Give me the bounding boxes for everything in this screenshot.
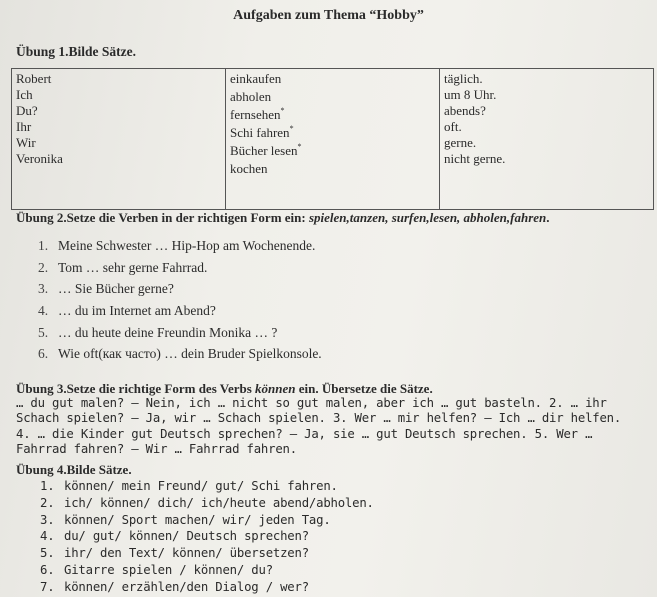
item-text: können/ Sport machen/ wir/ jeden Tag. [64,512,331,527]
verbs-column [226,69,440,210]
exercise4-item [40,580,374,597]
exercise2-item [38,325,322,347]
times-list [444,71,649,167]
item-text: ihr/ den Text/ können/ übersetzen? [64,546,309,561]
subject-item: Ihr [16,119,32,134]
verb-row [230,143,435,161]
exercise4-heading: Übung 4.Bilde Sätze. [16,462,132,477]
exercise2-item [38,238,322,260]
exercise2-item [38,346,322,368]
item-number: 2. [40,495,55,510]
item-text: ich/ können/ dich/ ich/heute abend/abholen. [64,495,374,510]
item-text: Wie oft(как часто) … dein Bruder Spielkonsole. [58,346,322,362]
item-number: 1. [38,238,49,253]
verb-row [230,125,435,143]
verb-item: fernsehen [230,107,281,122]
exercise2-item [38,260,322,282]
subject-item: Du? [16,103,38,118]
item-number: 2. [38,259,49,275]
item-number: 6. [38,346,49,362]
page-title: Aufgaben zum Thema “Hobby” [233,8,424,23]
verb-item: Schi fahren [230,125,290,140]
subjects-list [16,71,221,167]
exercise3-heading-main: Übung 3.Setze die richtige Form des Verbs [16,381,256,396]
subject-item: Veronika [16,151,63,166]
verb-row [230,107,435,125]
time-item: oft. [444,119,462,134]
item-text: können/ mein Freund/ gut/ Schi fahren. [64,479,338,493]
exercise3-text [16,396,646,457]
exercise4-item [40,546,374,563]
time-item: um 8 Uhr. [444,87,497,102]
item-text: Tom … sehr gerne Fahrrad. [58,259,208,275]
exercise4-list [40,479,374,597]
verbs-list [230,71,435,179]
time-item: nicht gerne. [444,151,506,166]
exercise2-item [38,303,322,325]
exercise3-line: Fahrrad fahren? — Wir … Fahrrad fahren. [16,441,297,456]
exercise4-item [40,529,374,546]
exercise2-heading-end: . [546,210,550,225]
verb-row [230,71,435,89]
item-text: … du im Internet am Abend? [58,303,216,319]
item-number: 4. [38,303,49,319]
exercise4-item [40,513,374,530]
verb-item: Bücher lesen [230,143,298,158]
item-number: 6. [40,562,55,577]
subject-item: Ich [16,87,33,102]
subject-item: Robert [16,71,52,86]
time-item: gerne. [444,135,477,150]
item-text: … du heute deine Freundin Monika … ? [58,324,278,340]
item-text: können/ erzählen/den Dialog / wer? [64,579,309,594]
exercise4-item [40,563,374,580]
item-text: … Sie Bücher gerne? [58,281,174,297]
exercise2-item [38,281,322,303]
verb-mark: * [280,106,285,115]
exercise3-heading [16,381,433,397]
times-column [440,69,654,210]
item-text: du/ gut/ können/ Deutsch sprechen? [64,529,309,544]
verb-mark: * [297,142,302,151]
exercise2-heading-main: Übung 2.Setze die Verben in der richtigen Form ein: [16,210,309,225]
verb-row [230,89,435,107]
exercise3-line: Schach spielen? — Ja, wir … Schach spielen. 3. Wer … mir helfen? — Ich … dir helfen. [16,411,622,426]
exercise3-heading-verb: können [255,381,296,396]
item-number: 3. [40,512,55,527]
exercise3-line: … du gut malen? — Nein, ich … nicht so gut malen, aber ich … gut basteln. 2. … ihr [16,396,607,410]
item-number: 5. [38,324,49,340]
verb-item: kochen [230,161,268,176]
time-item: täglich. [444,71,483,86]
exercise2-verb-list: spielen,tanzen, surfen,lesen, abholen,fahren [308,210,547,225]
item-number: 1. [40,479,55,493]
item-number: 4. [40,529,55,544]
verb-item: einkaufen [230,71,282,86]
item-number: 5. [40,546,55,561]
exercise2-list [38,238,322,368]
item-text: Gitarre spielen / können/ du? [64,562,273,577]
exercise2-heading [16,210,550,226]
verb-mark: * [289,124,294,133]
subjects-column [12,69,226,210]
exercise3-line: 4. … die Kinder gut Deutsch sprechen? — Ja, sie … gut Deutsch sprechen. 5. Wer … [16,426,593,441]
item-number: 3. [38,281,49,297]
verb-item: abholen [230,89,272,104]
exercise1-heading: Übung 1.Bilde Sätze. [16,44,137,59]
item-text: Meine Schwester … Hip-Hop am Wochenende. [58,238,316,253]
exercise3-heading-end: ein. Übersetze die Sätze. [295,381,433,396]
exercise4-item [40,496,374,513]
exercise1-table [11,68,654,210]
item-number: 7. [40,579,55,594]
exercise4-item [40,479,374,496]
subject-item: Wir [16,135,36,150]
time-item: abends? [444,103,486,118]
verb-row [230,161,435,179]
